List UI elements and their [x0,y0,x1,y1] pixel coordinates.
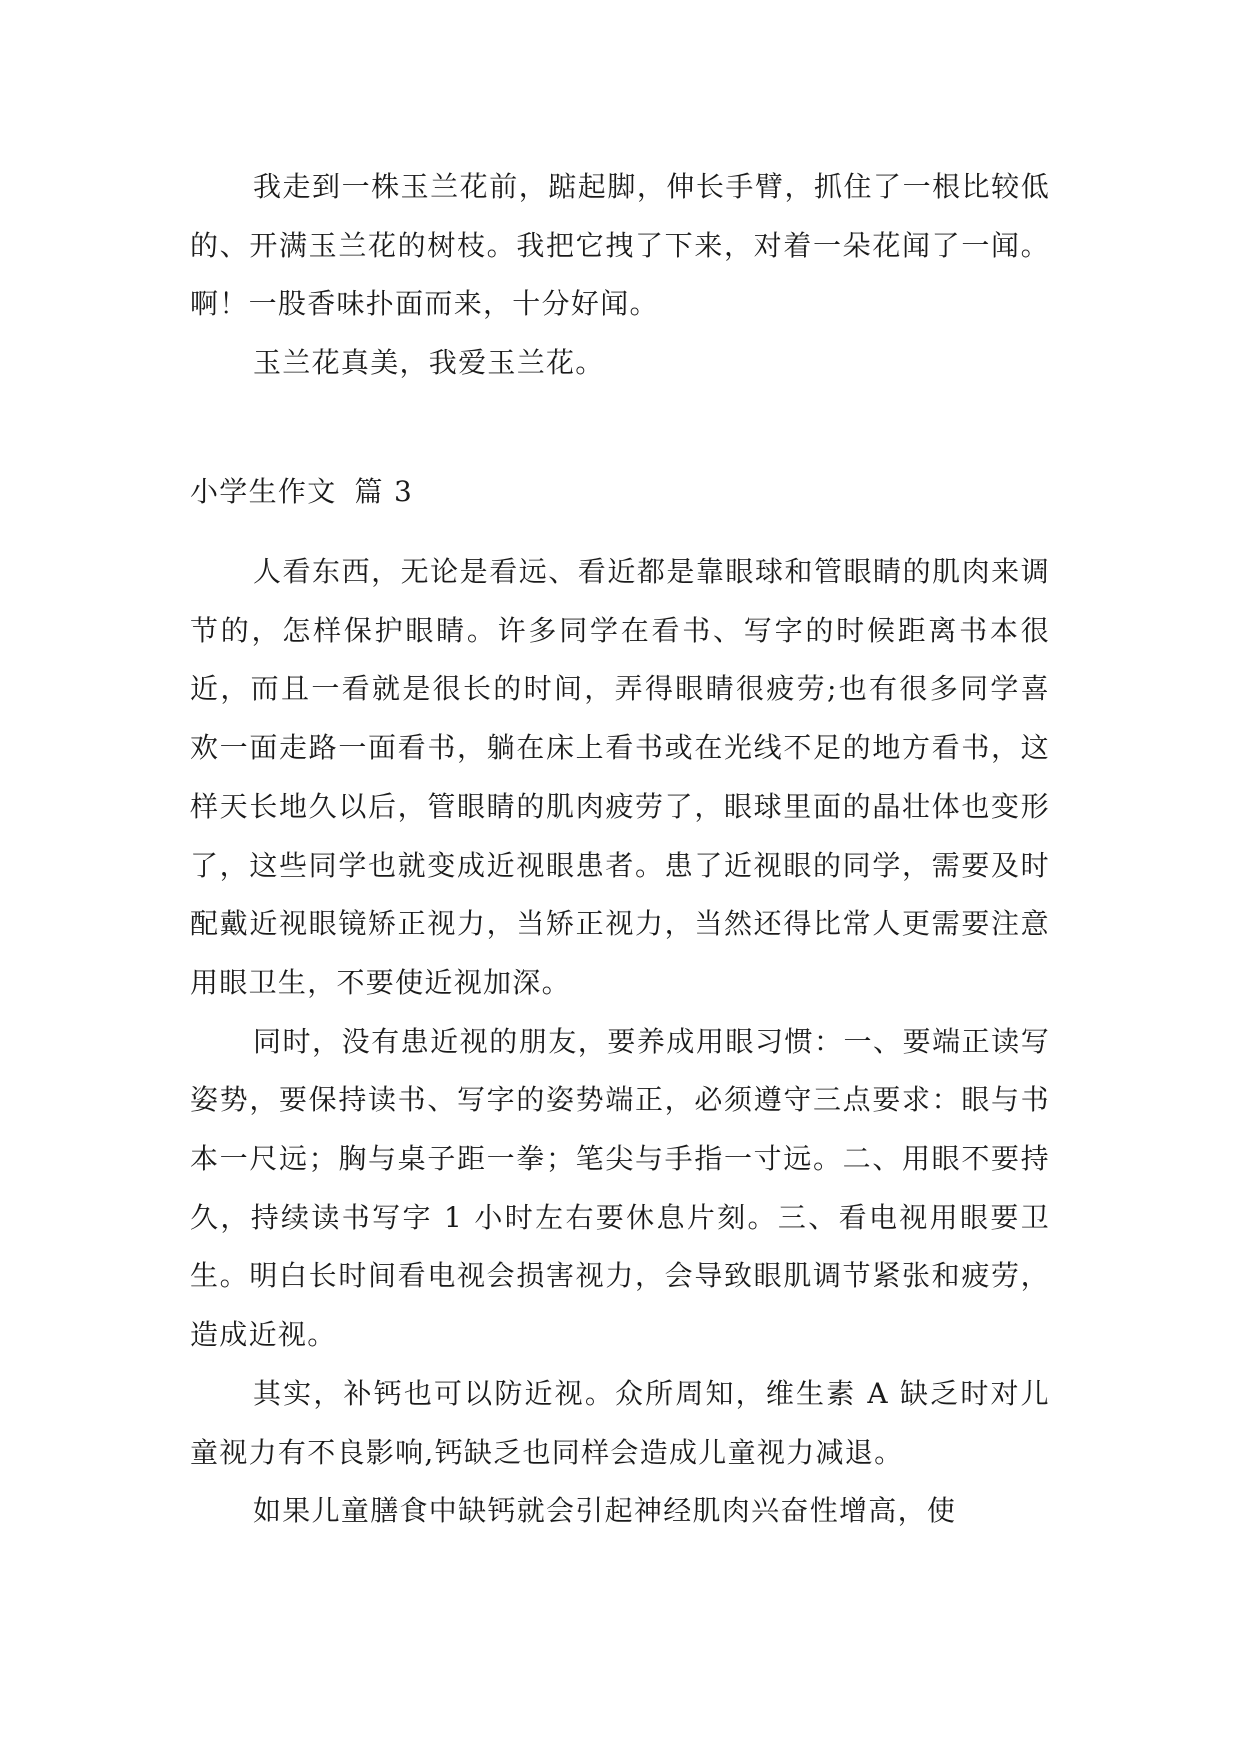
paragraph: 其实，补钙也可以防近视。众所周知，维生素 A 缺乏时对儿童视力有不良影响,钙缺乏也同样会造成儿童视力减退。 [190,1376,1050,1469]
paragraph: 我走到一株玉兰花前，踮起脚，伸长手臂，抓住了一根比较低的、开满玉兰花的树枝。我把它拽了下来，对着一朵花闻了一闻。啊！一股香味扑面而来，十分好闻。 [190,170,1050,321]
section-number: 篇 3 [354,475,414,508]
section-title: 小学生作文 [190,475,337,508]
paragraph: 同时，没有患近视的朋友，要养成用眼习惯：一、要端正读写姿势，要保持读书、写字的姿势端正，必须遵守三点要求：眼与书本一尺远；胸与桌子距一拳；笔尖与手指一寸远。二、用眼不要持久，持续读书写字 1 小时左右要休息片刻。三、看电视用眼要卫生。明白长时间看电视会损害视力，会导致眼肌调节紧张和疲劳，造成近视。 [190,1024,1050,1352]
section-heading [190,458,1050,543]
paragraph: 人看东西，无论是看远、看近都是靠眼球和管眼睛的肌肉来调节的，怎样保护眼睛。许多同学在看书、写字的时候距离书本很近，而且一看就是很长的时间，弄得眼睛很疲劳;也有很多同学喜欢一面走路一面看书，躺在床上看书或在光线不足的地方看书，这样天长地久以后，管眼睛的肌肉疲劳了，眼球里面的晶壮体也变形了，这些同学也就变成近视眼患者。患了近视眼的同学，需要及时配戴近视眼镜矫正视力，当矫正视力，当然还得比常人更需要注意用眼卫生，不要使近视加深。 [190,555,1050,999]
paragraph: 玉兰花真美，我爱玉兰花。 [253,346,605,380]
paragraph: 如果儿童膳食中缺钙就会引起神经肌肉兴奋性增高，使 [253,1494,957,1528]
essay-section [190,458,1050,1541]
top-text-block [190,158,1050,393]
